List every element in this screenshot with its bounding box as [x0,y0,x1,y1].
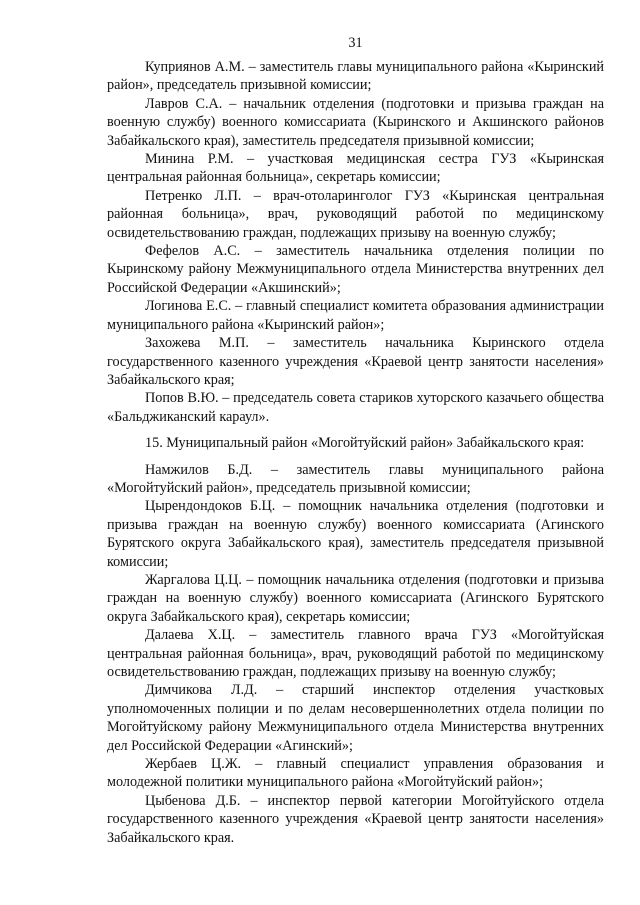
commission-member-paragraph: Жаргалова Ц.Ц. – помощник начальника отделения (подготовки и призыва граждан на военную службу) военного комиссариата (Агинского Бурятского округа Забайкальского края), секретарь комиссии; [107,571,604,625]
commission-member-paragraph: Димчикова Л.Д. – старший инспектор отделения участковых уполномоченных полиции и по делам несовершеннолетних отдела полиции по Могойтуйскому району Межмуниципального отдела Министерства внутренних дел Российской Федерации «Агинский»; [107,682,604,754]
commission-member-paragraph: Цырендондоков Б.Ц. – помощник начальника отделения (подготовки и призыва граждан на военную службу) военного комиссариата (Агинского Бурятского округа Забайкальского края), заместитель председателя призывной комиссии; [107,498,604,570]
commission-member-paragraph: Жербаев Ц.Ж. – главный специалист управления образования и молодежной политики муниципального района «Могойтуйский район»; [107,756,604,791]
commission-member-paragraph: Петренко Л.П. – врач-отоларинголог ГУЗ «Кыринская центральная районная больница», врач, руководящий работой по медицинскому освидетельствованию граждан, подлежащих призыву на военную службу; [107,187,604,241]
commission-member-paragraph: Намжилов Б.Д. – заместитель главы муниципального района «Могойтуйский район», председатель призывной комиссии; [107,461,604,496]
section-heading: 15. Муниципальный район «Могойтуйский район» Забайкальского края: [145,435,585,452]
document-page [107,0,604,847]
commission-member-paragraph: Куприянов А.М. – заместитель главы муниципального района «Кыринский район», председатель призывной комиссии; [107,59,604,94]
commission-member-paragraph: Логинова Е.С. – главный специалист комитета образования администрации муниципального района «Кыринский район»; [107,298,604,333]
page-number: 31 [348,35,363,51]
commission-member-paragraph: Цыбенова Д.Б. – инспектор первой категории Могойтуйского отдела государственного казенного учреждения «Краевой центр занятости населения» Забайкальского края. [107,792,604,846]
commission-member-paragraph: Минина Р.М. – участковая медицинская сестра ГУЗ «Кыринская центральная районная больница», секретарь комиссии; [107,151,604,186]
commission-member-paragraph: Попов В.Ю. – председатель совета стариков хуторского казачьего общества «Бальджиканский караул». [107,390,604,425]
commission-member-paragraph: Далаева Х.Ц. – заместитель главного врача ГУЗ «Могойтуйская центральная районная больница», врач, руководящий работой по медицинскому освидетельствованию граждан, подлежащих призыву на военную службу; [107,627,604,680]
commission-member-paragraph: Захожева М.П. – заместитель начальника Кыринского отдела государственного казенного учреждения «Краевой центр занятости населения» Забайкальского края; [107,335,604,388]
commission-member-paragraph: Лавров С.А. – начальник отделения (подготовки и призыва граждан на военную службу) военного комиссариата (Кыринского и Акшинского районов Забайкальского края), заместитель председателя призывной комиссии; [107,95,604,149]
commission-member-paragraph: Фефелов А.С. – заместитель начальника отделения полиции по Кыринскому району Межмуниципального отдела Министерства внутренних дел Российской Федерации «Акшинский»; [107,243,604,296]
